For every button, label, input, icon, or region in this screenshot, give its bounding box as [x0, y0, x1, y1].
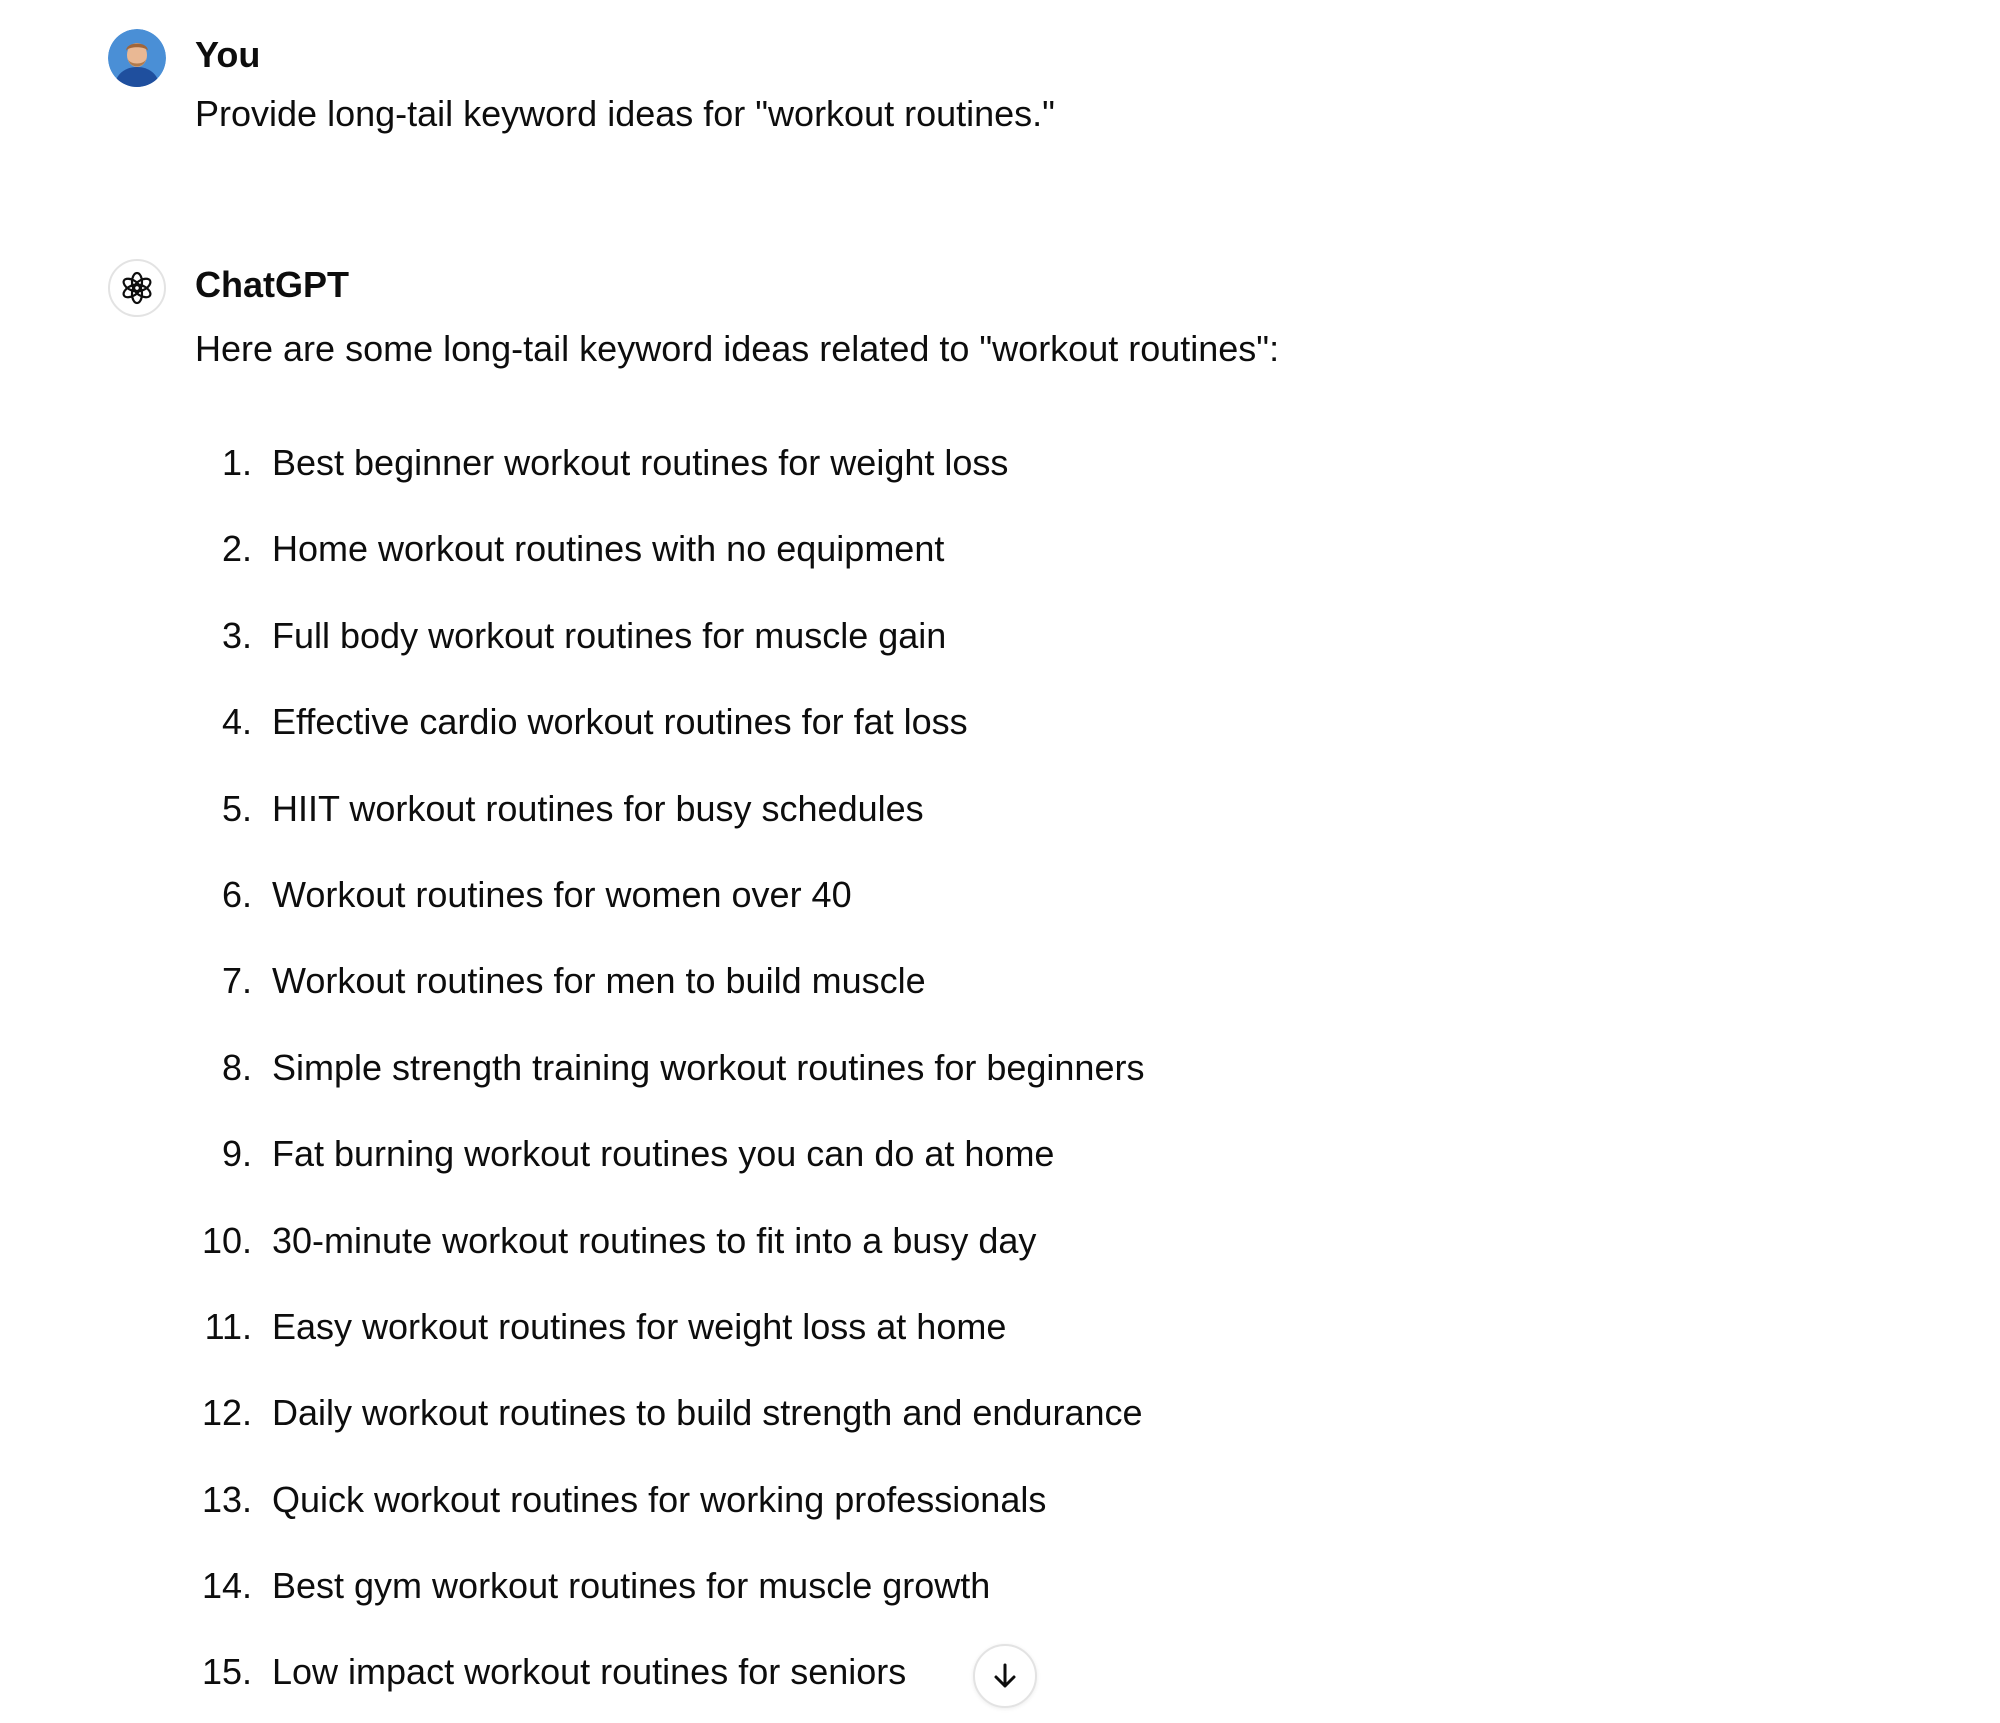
list-item-text: Quick workout routines for working professionals	[272, 1478, 1047, 1520]
list-item-number: 12.	[201, 1392, 252, 1434]
list-item-number: 1.	[221, 442, 252, 483]
list-item-text: Workout routines for men to build muscle	[272, 960, 926, 1002]
list-item-text: Full body workout routines for muscle gain	[272, 614, 947, 656]
assistant-intro-text: Here are some long-tail keyword ideas related to "workout routines":	[195, 328, 1280, 369]
list-item-number: 7.	[221, 960, 252, 1002]
list-item-number: 14.	[201, 1565, 252, 1607]
user-author-name: You	[195, 34, 261, 75]
assistant-author-name: ChatGPT	[195, 264, 350, 305]
list-item-number: 13.	[201, 1478, 252, 1520]
arrow-down-icon	[990, 1661, 1020, 1691]
list-item-text: Daily workout routines to build strength and endurance	[272, 1392, 1143, 1434]
list-item-number: 8.	[221, 1046, 252, 1088]
list-item-number: 5.	[221, 787, 252, 829]
list-item-text: Low impact workout routines for seniors	[272, 1651, 907, 1693]
list-item-text: HIIT workout routines for busy schedules	[272, 787, 924, 829]
list-item-text: Effective cardio workout routines for fat loss	[272, 701, 968, 743]
user-message-text: Provide long-tail keyword ideas for "workout routines."	[195, 93, 1055, 134]
user-avatar-icon	[108, 29, 166, 87]
list-item-number: 4.	[221, 701, 252, 743]
list-item-number: 2.	[221, 528, 252, 570]
list-item-text: Easy workout routines for weight loss at home	[272, 1305, 1007, 1347]
list-item-text: Best gym workout routines for muscle growth	[272, 1565, 991, 1607]
list-item-number: 15.	[201, 1651, 252, 1693]
list-item-text: Home workout routines with no equipment	[272, 528, 945, 570]
list-item-number: 6.	[221, 873, 252, 915]
list-item-number: 11.	[204, 1305, 252, 1347]
list-item-text: 30-minute workout routines to fit into a busy day	[272, 1219, 1037, 1261]
list-item-number: 10.	[201, 1219, 252, 1261]
list-item-text: Fat burning workout routines you can do at home	[272, 1133, 1055, 1175]
openai-logo-icon	[108, 259, 166, 317]
list-item-number: 3.	[221, 614, 252, 656]
list-item-text: Simple strength training workout routines for beginners	[272, 1046, 1145, 1088]
list-item-text: Workout routines for women over 40	[272, 873, 852, 915]
scroll-to-bottom-button[interactable]	[973, 1644, 1037, 1708]
list-item-text: Best beginner workout routines for weight loss	[272, 442, 1009, 483]
list-item-number: 9.	[221, 1133, 252, 1175]
